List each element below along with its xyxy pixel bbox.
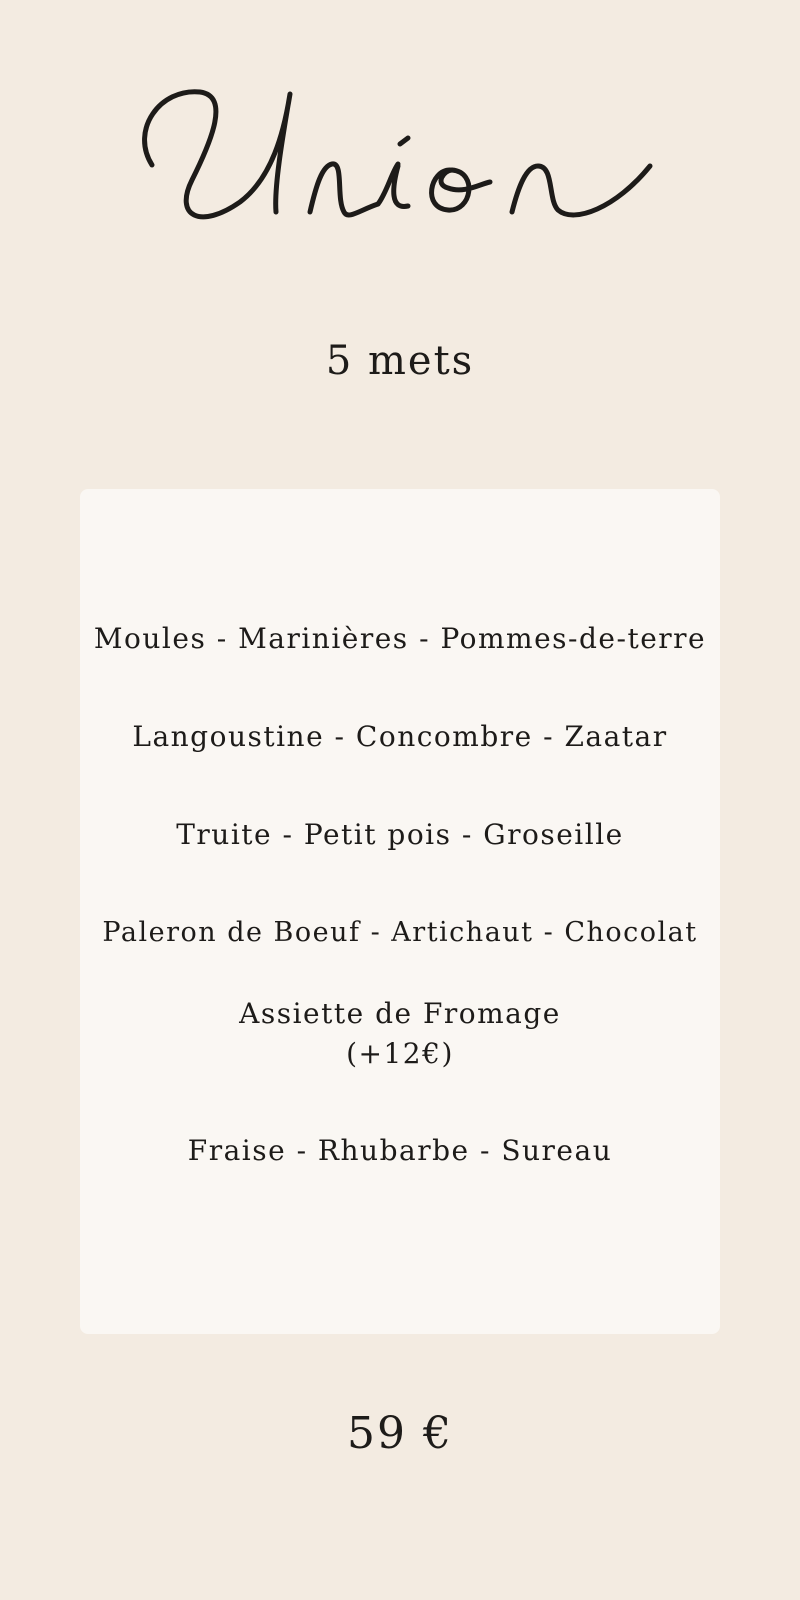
cheese-supplement: (+12€) bbox=[346, 1037, 454, 1070]
menu-price: 59 € bbox=[347, 1408, 453, 1459]
course-item-fraise: Fraise - Rhubarbe - Sureau bbox=[187, 1134, 613, 1167]
union-script-logo bbox=[130, 70, 670, 240]
course-item-langoustine: Langoustine - Concombre - Zaatar bbox=[132, 720, 668, 753]
brand-logo bbox=[0, 70, 800, 240]
course-item-moules: Moules - Marinières - Pommes-de-terre bbox=[93, 622, 707, 655]
course-item-fromage-label: Assiette de Fromage bbox=[239, 997, 561, 1030]
course-item-truite: Truite - Petit pois - Groseille bbox=[176, 818, 624, 851]
menu-card bbox=[80, 489, 720, 1334]
course-item-fromage bbox=[80, 994, 720, 1074]
course-item-paleron: Paleron de Boeuf - Artichaut - Chocolat bbox=[102, 917, 698, 948]
course-count: 5 mets bbox=[325, 338, 475, 384]
